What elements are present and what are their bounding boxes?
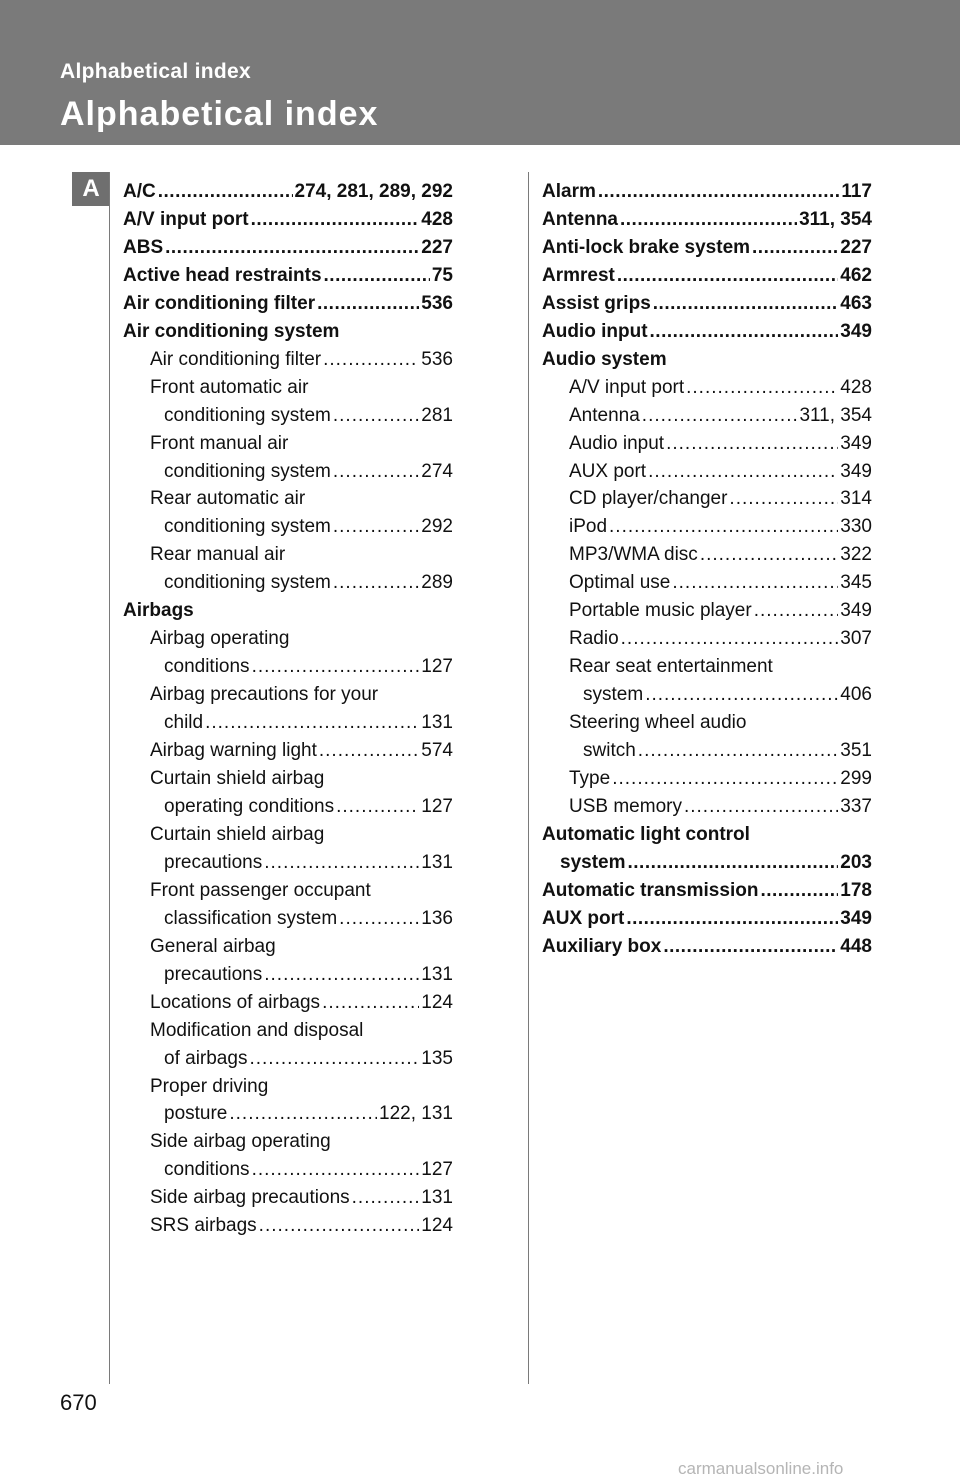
index-entry-term: A/C <box>123 181 156 202</box>
index-entry-term: conditions <box>164 656 250 678</box>
dot-leader <box>252 1156 420 1184</box>
index-entry-term: Radio <box>569 628 619 650</box>
index-entry-term: operating conditions <box>164 795 335 817</box>
index-entry <box>542 402 872 430</box>
index-entry-page: 75 <box>431 264 453 286</box>
index-entry <box>542 346 872 374</box>
dot-leader <box>645 681 838 709</box>
index-entry-page: 124 <box>421 1215 453 1237</box>
dot-leader <box>626 905 838 933</box>
dot-leader <box>322 989 419 1017</box>
index-entry-term: precautions <box>164 963 263 985</box>
dot-leader <box>205 709 419 737</box>
index-entry-term: Automatic light control <box>542 823 750 845</box>
dot-leader <box>650 318 839 346</box>
index-entry <box>123 1156 453 1184</box>
index-entry <box>542 877 872 905</box>
index-entry <box>123 933 453 961</box>
index-entry-page: 281 <box>421 404 453 426</box>
index-entry-page: 536 <box>421 348 453 370</box>
header-bar <box>0 0 960 145</box>
dot-leader <box>620 206 797 234</box>
index-entry <box>123 793 453 821</box>
index-entry-term: Auxiliary box <box>542 935 662 957</box>
index-entry <box>123 961 453 989</box>
index-entry-term: system <box>583 684 644 706</box>
index-entry <box>123 821 453 849</box>
index-entry <box>123 569 453 597</box>
index-entry <box>542 541 872 569</box>
dot-leader <box>333 513 419 541</box>
index-entry-page: 274, 281, 289, 292 <box>294 181 453 202</box>
index-entry-term: Rear automatic air <box>150 488 306 510</box>
index-entry <box>542 793 872 821</box>
index-entry-page: 314 <box>840 488 872 510</box>
index-entry-page: 349 <box>840 907 872 929</box>
index-entry <box>542 262 872 290</box>
index-entry-term: Front automatic air <box>150 376 309 398</box>
dot-leader <box>609 513 838 541</box>
dot-leader <box>158 178 293 206</box>
index-entry-page: 337 <box>840 795 872 817</box>
index-entry-page: 299 <box>840 768 872 790</box>
dot-leader <box>663 933 838 961</box>
index-entry <box>123 458 453 486</box>
index-entry-page: 127 <box>421 795 453 817</box>
index-entry <box>542 933 872 961</box>
index-entry-term: Airbag precautions for your <box>150 684 379 706</box>
index-entry-page: 135 <box>421 1047 453 1069</box>
index-entry <box>123 737 453 765</box>
index-entry-term: Rear manual air <box>150 544 286 566</box>
dot-leader <box>249 1045 419 1073</box>
index-entry-term: Airbags <box>123 600 194 622</box>
index-entry <box>123 1212 453 1240</box>
dot-leader <box>333 569 419 597</box>
index-entry-term: Automatic transmission <box>542 879 759 901</box>
index-entry-term: CD player/changer <box>569 488 728 510</box>
index-entry-term: conditions <box>164 1159 250 1181</box>
index-entry-term: Assist grips <box>542 292 651 314</box>
index-entry-page: 131 <box>421 712 453 734</box>
index-entry-term: switch <box>583 740 636 762</box>
index-entry-page: 127 <box>421 656 453 678</box>
index-entry-term: classification system <box>164 907 338 929</box>
index-entry-term: child <box>164 712 204 734</box>
index-entry <box>542 905 872 933</box>
dot-leader <box>617 262 838 290</box>
index-entry-page: 136 <box>421 907 453 929</box>
index-entry-page: 131 <box>421 963 453 985</box>
index-entry <box>123 709 453 737</box>
index-entry-term: AUX port <box>569 460 647 482</box>
dot-leader <box>621 625 839 653</box>
index-entry-page: 349 <box>840 600 872 622</box>
index-entry-page: 203 <box>840 851 872 873</box>
index-entry <box>542 625 872 653</box>
index-entry <box>123 402 453 430</box>
dot-leader <box>264 849 419 877</box>
index-entry <box>123 513 453 541</box>
dot-leader <box>339 905 419 933</box>
dot-leader <box>319 737 419 765</box>
index-entry-term: A/V input port <box>569 376 685 398</box>
index-entry <box>542 318 872 346</box>
dot-leader <box>642 402 798 430</box>
index-entry-page: 330 <box>840 516 872 538</box>
dot-leader <box>264 961 419 989</box>
index-entry-term: Audio input <box>542 320 648 342</box>
index-entry-term: Armrest <box>542 264 615 286</box>
index-entry <box>123 1100 453 1128</box>
index-entry-term: Air conditioning system <box>123 320 340 342</box>
dot-leader <box>666 430 838 458</box>
dot-leader <box>729 485 838 513</box>
index-entry <box>542 430 872 458</box>
index-entry-page: 122, 131 <box>379 1103 453 1125</box>
index-entry-term: AUX port <box>542 907 625 929</box>
index-entry-page: 463 <box>840 292 872 314</box>
dot-leader <box>251 206 420 234</box>
index-entry-page: 131 <box>421 851 453 873</box>
dot-leader <box>259 1212 420 1240</box>
index-entry <box>123 989 453 1017</box>
index-entry-page: 351 <box>840 740 872 762</box>
index-entry-term: Type <box>569 768 611 790</box>
dot-leader <box>317 290 419 318</box>
index-entry <box>542 737 872 765</box>
index-entry <box>542 597 872 625</box>
index-entry-term: A/V input port <box>123 208 249 230</box>
index-entry <box>123 346 453 374</box>
left-margin-divider <box>109 172 110 1384</box>
index-entry-term: Optimal use <box>569 572 671 594</box>
index-entry-page: 349 <box>840 460 872 482</box>
index-entry <box>123 318 453 346</box>
index-entry-page: 349 <box>840 432 872 454</box>
index-letter-tab: A <box>72 172 110 206</box>
index-entry <box>542 513 872 541</box>
index-entry <box>123 1045 453 1073</box>
dot-leader <box>352 1184 420 1212</box>
index-entry-page: 428 <box>421 208 453 230</box>
index-entry-page: 127 <box>421 1159 453 1181</box>
index-entry-term: precautions <box>164 851 263 873</box>
index-entry-page: 292 <box>421 516 453 538</box>
index-entry-term: Air conditioning filter <box>150 348 322 370</box>
index-entry-page: 131 <box>421 1187 453 1209</box>
dot-leader <box>333 458 419 486</box>
index-entry-page: 307 <box>840 628 872 650</box>
index-entry-term: conditioning system <box>164 516 331 538</box>
index-column-left <box>123 178 453 1240</box>
index-entry-term: Modification and disposal <box>150 1019 364 1041</box>
page-title: Alphabetical index <box>60 95 379 133</box>
index-entry-page: 406 <box>840 684 872 706</box>
index-entry-term: iPod <box>569 516 608 538</box>
index-entry-term: of airbags <box>164 1047 248 1069</box>
index-entry-term: conditioning system <box>164 572 331 594</box>
index-entry <box>123 485 453 513</box>
index-entry-page: 428 <box>840 376 872 398</box>
dot-leader <box>754 597 839 625</box>
index-entry-page: 117 <box>841 181 872 202</box>
index-entry <box>542 374 872 402</box>
page-number: 670 <box>60 1390 97 1415</box>
index-entry <box>123 653 453 681</box>
index-entry-term: Portable music player <box>569 600 752 622</box>
index-entry-term: Alarm <box>542 181 596 202</box>
index-entry-page: 227 <box>421 236 453 258</box>
index-entry <box>123 374 453 402</box>
dot-leader <box>598 178 839 206</box>
index-entry <box>123 206 453 234</box>
index-entry-page: 227 <box>840 236 872 258</box>
index-entry <box>123 178 453 206</box>
index-entry-term: posture <box>164 1103 228 1125</box>
index-entry-page: 536 <box>421 292 453 314</box>
index-entry-term: Steering wheel audio <box>569 712 747 734</box>
index-entry <box>542 849 872 877</box>
index-entry <box>542 206 872 234</box>
index-entry-term: MP3/WMA disc <box>569 544 698 566</box>
index-entry-term: Front passenger occupant <box>150 879 371 901</box>
index-entry-term: Side airbag precautions <box>150 1187 350 1209</box>
index-entry-term: Air conditioning filter <box>123 292 316 314</box>
index-entry <box>123 1128 453 1156</box>
index-entry <box>123 625 453 653</box>
index-entry <box>123 765 453 793</box>
dot-leader <box>760 877 838 905</box>
dot-leader <box>612 765 838 793</box>
index-entry-page: 311, 354 <box>799 208 872 230</box>
index-entry <box>123 681 453 709</box>
index-entry-term: Curtain shield airbag <box>150 768 325 790</box>
index-entry <box>123 905 453 933</box>
index-entry-page: 462 <box>840 264 872 286</box>
index-entry-term: USB memory <box>569 795 682 817</box>
index-entry-term: Locations of airbags <box>150 991 321 1013</box>
index-entry-page: 178 <box>840 879 872 901</box>
index-entry-term: Curtain shield airbag <box>150 823 325 845</box>
index-entry-page: 345 <box>840 572 872 594</box>
index-entry <box>542 458 872 486</box>
dot-leader <box>252 653 420 681</box>
dot-leader <box>324 262 430 290</box>
index-entry-page: 274 <box>421 460 453 482</box>
index-entry-page: 574 <box>421 740 453 762</box>
dot-leader <box>752 234 838 262</box>
index-entry <box>123 597 453 625</box>
index-entry-term: ABS <box>123 236 164 258</box>
dot-leader <box>672 569 838 597</box>
index-entry-page: 448 <box>840 935 872 957</box>
index-entry <box>123 290 453 318</box>
index-entry-page: 311, 354 <box>799 404 872 426</box>
index-entry-term: General airbag <box>150 935 276 957</box>
index-entry <box>123 262 453 290</box>
index-entry-term: Anti-lock brake system <box>542 236 751 258</box>
index-entry-term: Rear seat entertainment <box>569 656 773 678</box>
section-title: Alphabetical index <box>60 60 251 83</box>
index-entry <box>542 821 872 849</box>
index-entry <box>542 485 872 513</box>
index-entry-term: Proper driving <box>150 1075 269 1097</box>
index-entry <box>123 1184 453 1212</box>
watermark: carmanualsonline.info <box>678 1459 844 1478</box>
index-entry <box>542 290 872 318</box>
index-entry-term: Active head restraints <box>123 264 322 286</box>
index-entry <box>542 765 872 793</box>
index-entry <box>542 653 872 681</box>
index-column-right <box>542 178 872 961</box>
index-entry-term: Audio system <box>542 348 667 370</box>
index-entry-term: Antenna <box>542 208 618 230</box>
index-entry <box>542 234 872 262</box>
index-entry <box>123 877 453 905</box>
dot-leader <box>648 458 838 486</box>
index-entry <box>123 1073 453 1101</box>
index-entry-term: SRS airbags <box>150 1215 257 1237</box>
dot-leader <box>229 1100 377 1128</box>
index-entry-term: Side airbag operating <box>150 1131 331 1153</box>
index-entry <box>542 569 872 597</box>
index-entry <box>123 1017 453 1045</box>
index-entry-page: 124 <box>421 991 453 1013</box>
dot-leader <box>333 402 419 430</box>
dot-leader <box>686 374 838 402</box>
index-entry-term: system <box>560 851 626 873</box>
dot-leader <box>323 346 419 374</box>
dot-leader <box>700 541 838 569</box>
dot-leader <box>638 737 839 765</box>
index-entry-term: conditioning system <box>164 460 331 482</box>
column-divider <box>528 172 529 1384</box>
index-entry <box>542 681 872 709</box>
index-entry-page: 322 <box>840 544 872 566</box>
index-entry-term: conditioning system <box>164 404 331 426</box>
dot-leader <box>336 793 419 821</box>
index-entry-term: Antenna <box>569 404 640 426</box>
index-entry-term: Audio input <box>569 432 665 454</box>
index-entry-term: Airbag warning light <box>150 740 317 762</box>
index-entry-term: Airbag operating <box>150 628 290 650</box>
index-entry <box>542 178 872 206</box>
dot-leader <box>684 793 838 821</box>
index-entry <box>123 234 453 262</box>
index-entry <box>123 541 453 569</box>
dot-leader <box>628 849 839 877</box>
index-entry <box>123 849 453 877</box>
index-entry <box>542 709 872 737</box>
index-entry-page: 349 <box>840 320 872 342</box>
dot-leader <box>653 290 839 318</box>
index-entry-page: 289 <box>421 572 453 594</box>
index-entry <box>123 430 453 458</box>
dot-leader <box>165 234 419 262</box>
index-entry-term: Front manual air <box>150 432 289 454</box>
